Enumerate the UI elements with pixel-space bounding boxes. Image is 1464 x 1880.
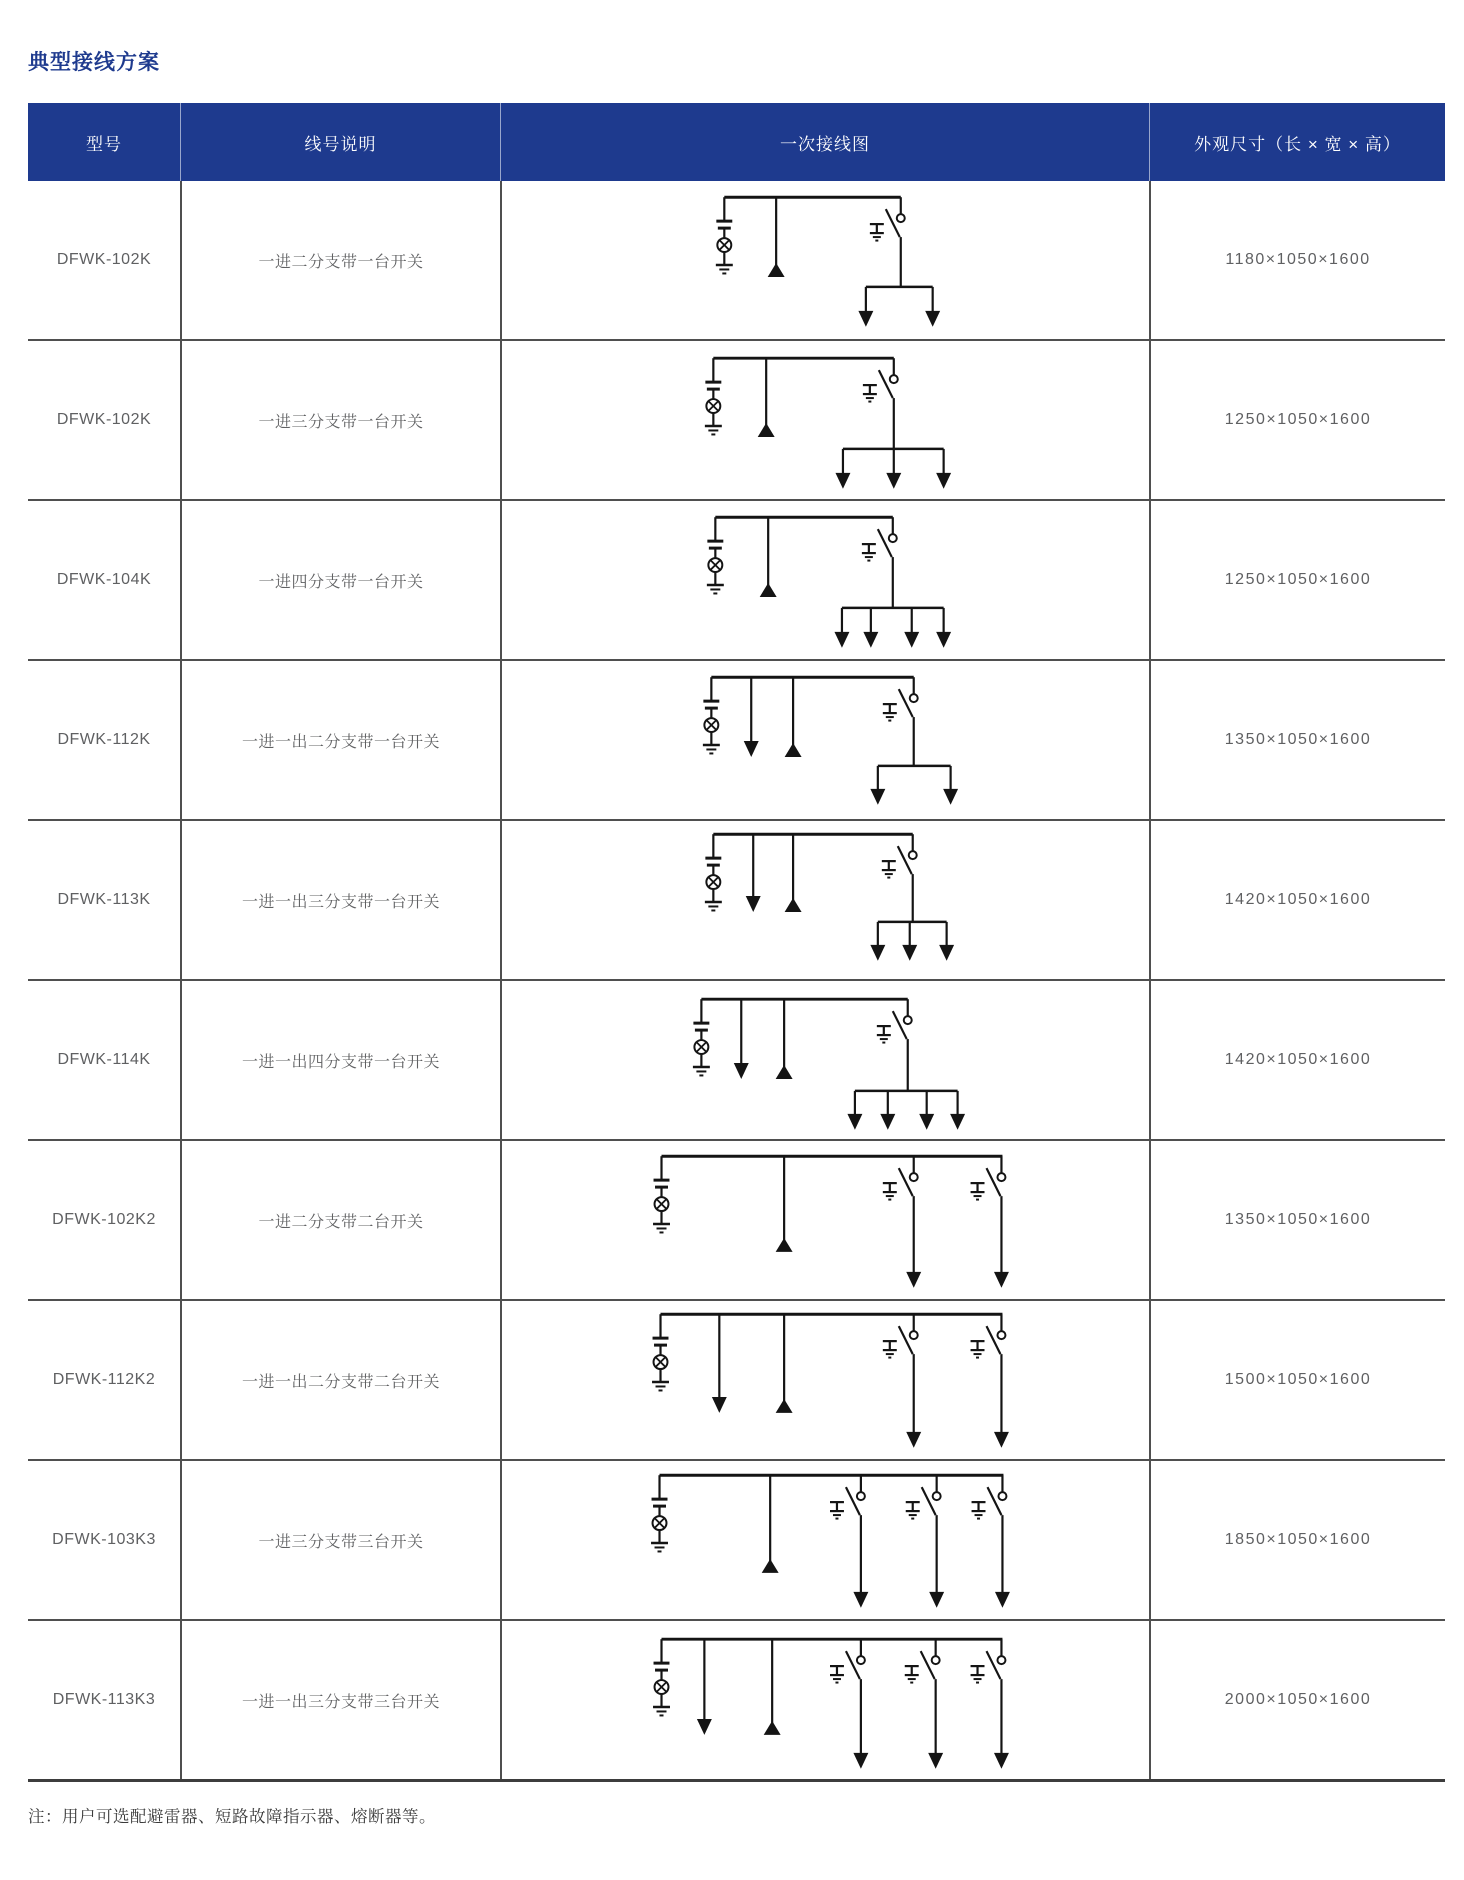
diagram-cell xyxy=(500,661,1149,819)
table-row xyxy=(28,1301,1445,1461)
size-cell: 2000×1050×1600 xyxy=(1149,1621,1445,1779)
diagram-cell xyxy=(500,1461,1149,1619)
size-cell: 1350×1050×1600 xyxy=(1149,1141,1445,1299)
table-row xyxy=(28,181,1445,341)
diagram-cell xyxy=(500,181,1149,339)
table-row xyxy=(28,1141,1445,1301)
diagram-cell xyxy=(500,501,1149,659)
model-cell: DFWK-113K3 xyxy=(52,1691,156,1708)
model-cell: DFWK-113K xyxy=(57,891,151,908)
wiring-diagram xyxy=(502,502,1149,658)
table-row xyxy=(28,981,1445,1141)
table-row xyxy=(28,341,1445,501)
wiring-diagram xyxy=(502,662,1149,818)
header-model: 型号 xyxy=(86,134,122,154)
table-row xyxy=(28,661,1445,821)
model-cell: DFWK-104K xyxy=(56,571,152,588)
table-row xyxy=(28,501,1445,661)
description-cell: 一进二分支带二台开关 xyxy=(180,1141,500,1299)
size-cell: 1500×1050×1600 xyxy=(1149,1301,1445,1459)
description-cell: 一进一出二分支带二台开关 xyxy=(180,1301,500,1459)
model-cell: DFWK-102K xyxy=(56,251,152,268)
diagram-cell xyxy=(500,341,1149,499)
description-cell: 一进一出四分支带一台开关 xyxy=(180,981,500,1139)
table-row xyxy=(28,1461,1445,1621)
size-cell: 1420×1050×1600 xyxy=(1149,821,1445,979)
description-cell: 一进三分支带一台开关 xyxy=(180,341,500,499)
table-header-row xyxy=(28,103,1445,181)
wiring-diagram xyxy=(502,182,1149,338)
size-cell: 1250×1050×1600 xyxy=(1149,341,1445,499)
description-cell: 一进四分支带一台开关 xyxy=(180,501,500,659)
footnote: 注：用户可选配避雷器、短路故障指示器、熔断器等。 xyxy=(28,1808,436,1826)
wiring-diagram xyxy=(502,342,1149,498)
size-cell: 1250×1050×1600 xyxy=(1149,501,1445,659)
description-cell: 一进一出二分支带一台开关 xyxy=(180,661,500,819)
header-line-description: 线号说明 xyxy=(180,103,500,181)
description-cell: 一进一出三分支带三台开关 xyxy=(180,1621,500,1779)
wiring-diagram xyxy=(502,1462,1149,1618)
diagram-cell xyxy=(500,1301,1149,1459)
size-cell: 1850×1050×1600 xyxy=(1149,1461,1445,1619)
header-primary-wiring-diagram: 一次接线图 xyxy=(500,103,1149,181)
wiring-diagram xyxy=(502,822,1149,978)
table-row xyxy=(28,821,1445,981)
wiring-diagram xyxy=(502,1142,1149,1298)
size-cell: 1420×1050×1600 xyxy=(1149,981,1445,1139)
diagram-cell xyxy=(500,1621,1149,1779)
diagram-cell xyxy=(500,821,1149,979)
model-cell: DFWK-103K3 xyxy=(52,1531,156,1548)
wiring-scheme-table xyxy=(28,103,1445,1782)
wiring-diagram xyxy=(502,1622,1149,1778)
wiring-diagram xyxy=(502,982,1149,1138)
size-cell: 1350×1050×1600 xyxy=(1149,661,1445,819)
model-cell: DFWK-102K xyxy=(56,411,152,428)
description-cell: 一进二分支带一台开关 xyxy=(180,181,500,339)
model-cell: DFWK-102K2 xyxy=(52,1211,156,1228)
page-title: 典型接线方案 xyxy=(28,51,160,74)
header-dimensions: 外观尺寸（长 × 宽 × 高） xyxy=(1149,103,1445,181)
table-row xyxy=(28,1621,1445,1782)
diagram-cell xyxy=(500,1141,1149,1299)
diagram-cell xyxy=(500,981,1149,1139)
wiring-diagram xyxy=(502,1302,1149,1458)
size-cell: 1180×1050×1600 xyxy=(1149,181,1445,339)
description-cell: 一进三分支带三台开关 xyxy=(180,1461,500,1619)
description-cell: 一进一出三分支带一台开关 xyxy=(180,821,500,979)
model-cell: DFWK-112K2 xyxy=(52,1371,156,1388)
model-cell: DFWK-114K xyxy=(57,1051,151,1068)
model-cell: DFWK-112K xyxy=(57,731,151,748)
table-body xyxy=(28,181,1445,1782)
